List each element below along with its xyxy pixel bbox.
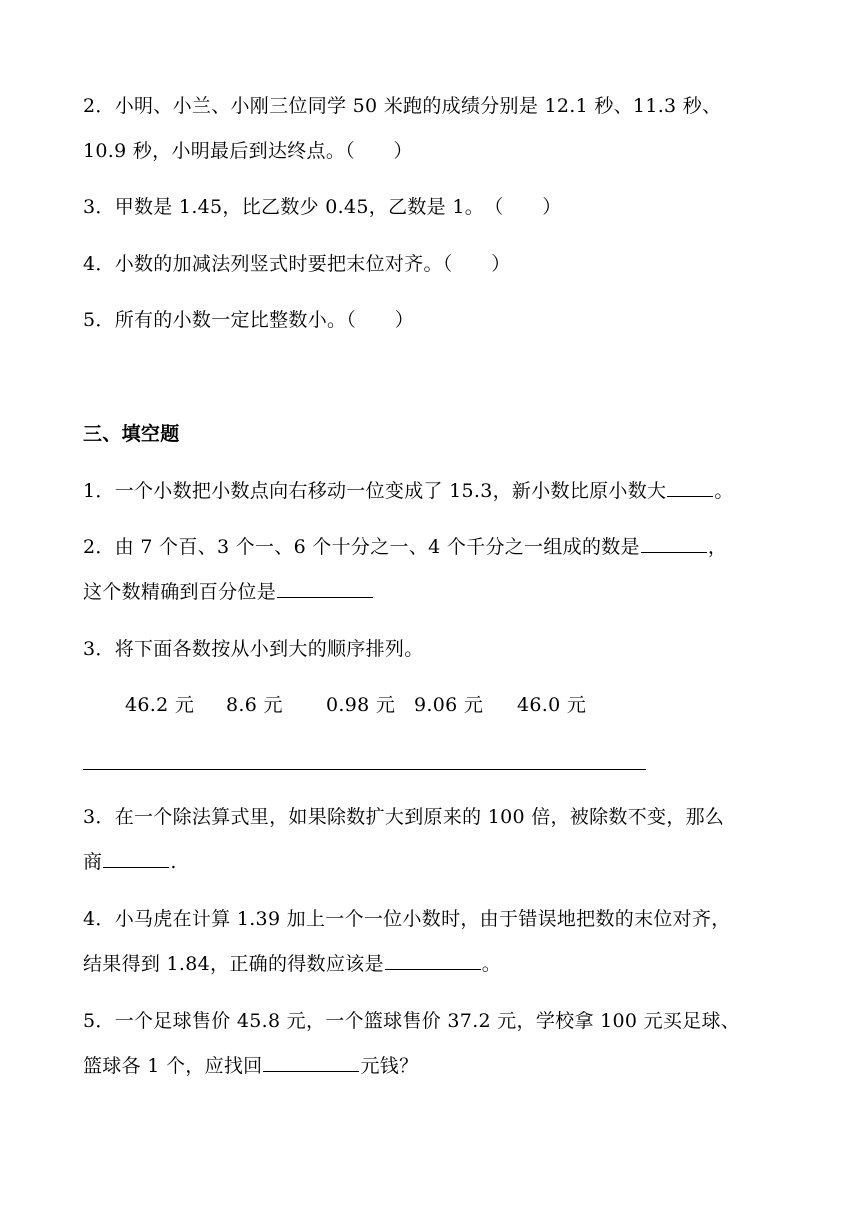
- fill-q3-div-end: .: [170, 851, 177, 873]
- fill-q2-blank2[interactable]: [277, 596, 373, 598]
- number-item: 9.06 元: [414, 694, 484, 716]
- fill-q1: [83, 478, 734, 504]
- sort-answer-line[interactable]: [83, 769, 646, 770]
- fill-q4-text: 结果得到 1.84，正确的得数应该是: [83, 953, 384, 975]
- fill-q5-blank[interactable]: [263, 1070, 359, 1072]
- number-item: 46.2 元: [125, 694, 195, 716]
- judge-q2-line1: 2．小明、小兰、小刚三位同学 50 米跑的成绩分别是 12.1 秒、11.3 秒、: [83, 95, 722, 117]
- fill-q4-blank[interactable]: [385, 968, 481, 970]
- fill-q3-sort: 3．将下面各数按从小到大的顺序排列。: [83, 638, 424, 660]
- fill-q2-blank1[interactable]: [641, 551, 707, 553]
- fill-q5-end: 元钱？: [360, 1055, 419, 1077]
- fill-q2-text: 2．由 7 个百、3 个一、6 个十分之一、4 个千分之一组成的数是: [83, 536, 640, 558]
- fill-q2-text2: 这个数精确到百分位是: [83, 581, 277, 603]
- fill-q4-line2: [83, 951, 501, 977]
- section-heading: 三、填空题: [83, 423, 180, 445]
- fill-q3-div-line1: 3．在一个除法算式里，如果除数扩大到原来的 100 倍，被除数不变，那么: [83, 806, 725, 828]
- fill-q1-text: 1．一个小数把小数点向右移动一位变成了 15.3，新小数比原小数大: [83, 480, 667, 502]
- fill-q4-line1: 4．小马虎在计算 1.39 加上一个一位小数时，由于错误地把数的末位对齐，: [83, 908, 731, 930]
- fill-q1-end: 。: [714, 480, 734, 502]
- fill-q5-line2: [83, 1053, 418, 1079]
- judge-q2-line2: 10.9 秒，小明最后到达终点。（ ）: [83, 140, 413, 162]
- judge-q5: 5．所有的小数一定比整数小。（ ）: [83, 309, 414, 331]
- fill-q5-line1: 5．一个足球售价 45.8 元，一个篮球售价 37.2 元，学校拿 100 元买足球、: [83, 1010, 741, 1032]
- judge-q3: 3．甲数是 1.45，比乙数少 0.45，乙数是 1。 （ ）: [83, 196, 562, 218]
- fill-q2-comma: ，: [707, 536, 728, 558]
- number-item: 8.6 元: [226, 694, 283, 716]
- fill-q3-div-text: 商: [83, 851, 103, 873]
- fill-q2-line1: [83, 534, 727, 560]
- number-list: [0, 692, 860, 718]
- fill-q2-line2: [83, 579, 374, 605]
- fill-q3-div-blank[interactable]: [103, 866, 169, 868]
- number-item: 46.0 元: [517, 694, 587, 716]
- fill-q5-text: 篮球各 1 个，应找回: [83, 1055, 263, 1077]
- fill-q1-blank[interactable]: [667, 495, 713, 497]
- number-item: 0.98 元: [326, 694, 396, 716]
- judge-q4: 4．小数的加减法列竖式时要把末位对齐。（ ）: [83, 253, 511, 275]
- fill-q3-div-line2: [83, 849, 177, 875]
- fill-q4-end: 。: [481, 953, 502, 975]
